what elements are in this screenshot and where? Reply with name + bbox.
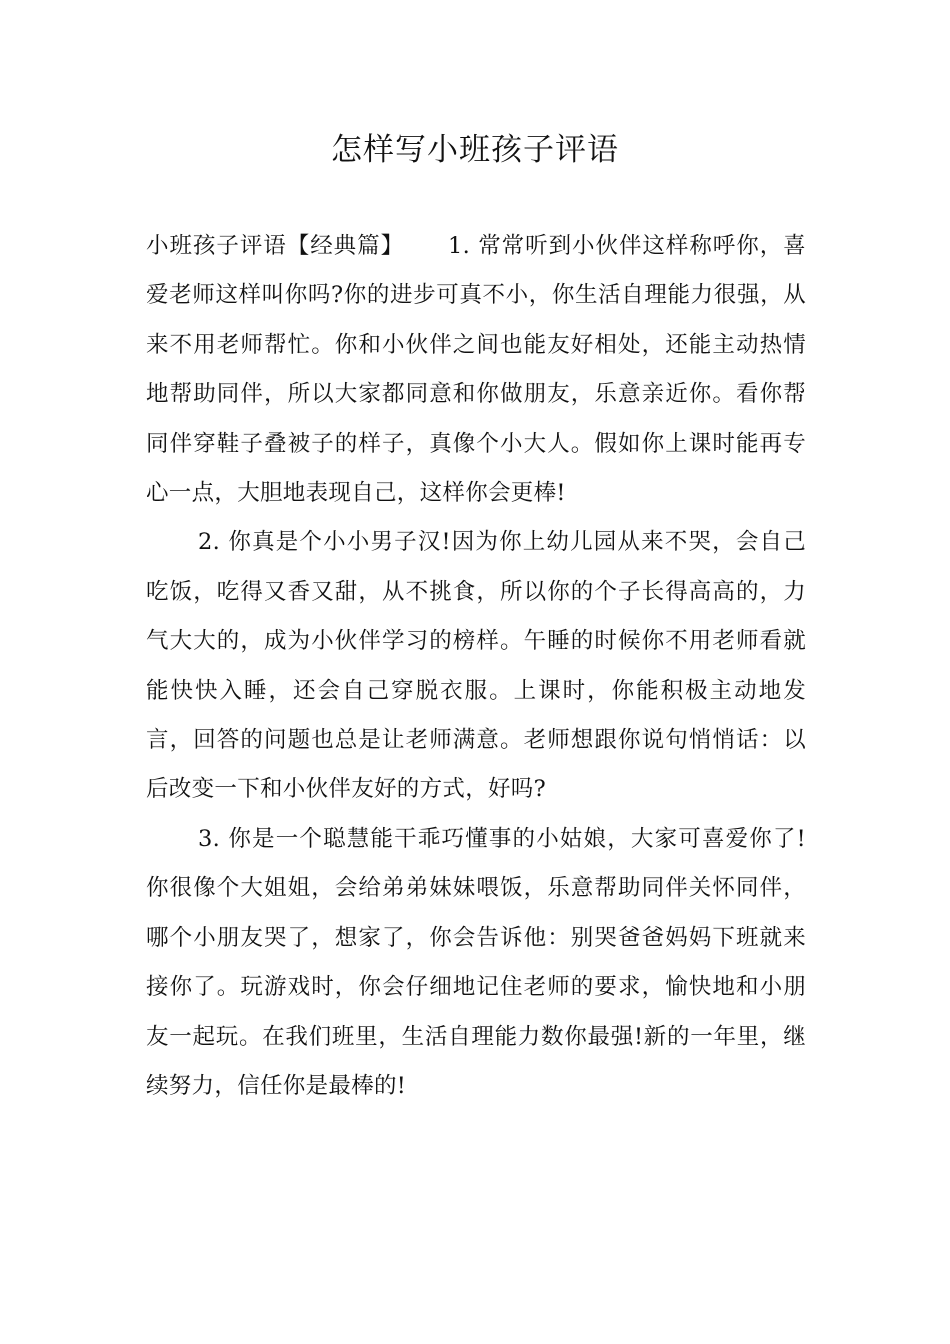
document-body — [146, 222, 806, 1111]
intro-heading: 小班孩子评语【经典篇】 — [146, 233, 405, 259]
paragraph-1 — [146, 222, 806, 518]
paragraph-3: 3. 你是一个聪慧能干乖巧懂事的小姑娘，大家可喜爱你了!你很像个大姐姐，会给弟弟妹妹喂饭，乐意帮助同伴关怀同伴，哪个小朋友哭了，想家了，你会告诉他：别哭爸爸妈妈下班就来接你了。玩游戏时，你会仔细地记住老师的要求，愉快地和小朋友一起玩。在我们班里，生活自理能力数你最强!新的一年里，继续努力，信任你是最棒的! — [146, 825, 806, 1099]
document-title: 怎样写小班孩子评语 — [331, 132, 619, 168]
paragraph-1-text: 1. 常常听到小伙伴这样称呼你，喜爱老师这样叫你吗?你的进步可真不小，你生活自理能力很强，从来不用老师帮忙。你和小伙伴之间也能友好相处，还能主动热情地帮助同伴，所以大家都同意和你做朋友，乐意亲近你。看你帮同伴穿鞋子叠被子的样子，真像个小大人。假如你上课时能再专心一点，大胆地表现自己，这样你会更棒! — [146, 233, 806, 507]
paragraph-2: 2. 你真是个小小男子汉!因为你上幼儿园从来不哭，会自己吃饭，吃得又香又甜，从不挑食，所以你的个子长得高高的，力气大大的，成为小伙伴学习的榜样。午睡的时候你不用老师看就能快快入睡，还会自己穿脱衣服。上课时，你能积极主动地发言，回答的问题也总是让老师满意。老师想跟你说句悄悄话：以后改变一下和小伙伴友好的方式，好吗? — [146, 529, 806, 803]
